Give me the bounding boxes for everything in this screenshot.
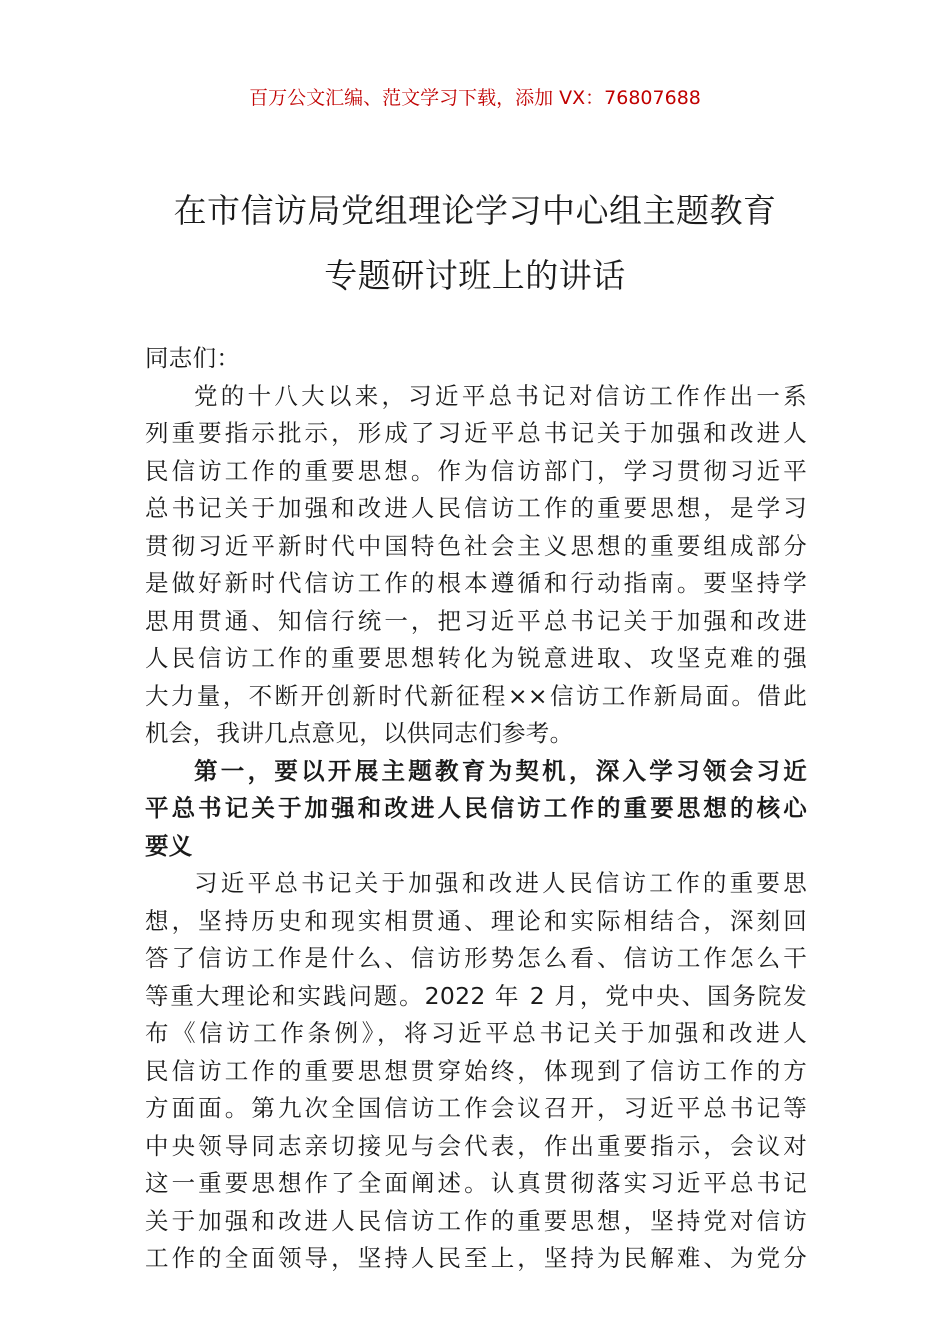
paragraph-line: 人民信访工作的重要思想转化为锐意进取、攻坚克难的强 xyxy=(145,644,807,672)
paragraph-line: 习近平总书记关于加强和改进人民信访工作的重要思 xyxy=(194,869,807,897)
paragraph-line: 这一重要思想作了全面阐述。认真贯彻落实习近平总书记 xyxy=(145,1169,807,1197)
section-heading-1 xyxy=(145,753,807,866)
paragraph-1 xyxy=(145,378,807,753)
heading-line: 第一，要以开展主题教育为契机，深入学习领会习近 xyxy=(194,756,807,785)
paragraph-line: 总书记关于加强和改进人民信访工作的重要思想，是学习 xyxy=(145,494,807,522)
heading-line: 平总书记关于加强和改进人民信访工作的重要思想的核心 xyxy=(145,794,807,822)
paragraph-line: 想，坚持历史和现实相贯通、理论和实际相结合，深刻回 xyxy=(145,906,807,935)
paragraph-line: 贯彻习近平新时代中国特色社会主义思想的重要组成部分 xyxy=(145,531,807,560)
document-body xyxy=(145,340,807,1278)
paragraph-2 xyxy=(145,865,807,1278)
title-line-1: 在市信访局党组理论学习中心组主题教育 xyxy=(173,191,777,230)
paragraph-line: 党的十八大以来，习近平总书记对信访工作作出一系 xyxy=(194,381,807,410)
paragraph-line: 方面面。第九次全国信访工作会议召开，习近平总书记等 xyxy=(145,1094,807,1122)
document-title xyxy=(100,178,850,308)
salutation: 同志们： xyxy=(145,344,241,372)
paragraph-line: 是做好新时代信访工作的根本遵循和行动指南。要坚持学 xyxy=(145,569,807,597)
paragraph-line: 列重要指示批示，形成了习近平总书记关于加强和改进人 xyxy=(145,419,807,447)
heading-line: 要义 xyxy=(145,831,193,860)
paragraph-line: 布《信访工作条例》，将习近平总书记关于加强和改进人 xyxy=(145,1019,807,1047)
header-note: 百万公文汇编、范文学习下载，添加 VX：76807688 xyxy=(249,87,701,109)
paragraph-line: 民信访工作的重要思想贯穿始终，体现到了信访工作的方 xyxy=(145,1056,807,1085)
paragraph-line: 等重大理论和实践问题。2022 年 2 月，党中央、国务院发 xyxy=(145,981,807,1010)
paragraph-line: 中央领导同志亲切接见与会代表，作出重要指示，会议对 xyxy=(145,1131,807,1160)
paragraph-line: 工作的全面领导，坚持人民至上，坚持为民解难、为党分 xyxy=(145,1244,807,1272)
paragraph-line: 大力量，不断开创新时代新征程××信访工作新局面。借此 xyxy=(145,681,807,710)
paragraph-line: 答了信访工作是什么、信访形势怎么看、信访工作怎么干 xyxy=(145,944,807,972)
paragraph-line: 关于加强和改进人民信访工作的重要思想，坚持党对信访 xyxy=(145,1206,807,1235)
paragraph-line: 思用贯通、知信行统一，把习近平总书记关于加强和改进 xyxy=(145,606,807,635)
paragraph-line: 机会，我讲几点意见，以供同志们参考。 xyxy=(145,719,574,747)
paragraph-line: 民信访工作的重要思想。作为信访部门，学习贯彻习近平 xyxy=(145,456,807,485)
title-line-2: 专题研讨班上的讲话 xyxy=(324,256,626,295)
